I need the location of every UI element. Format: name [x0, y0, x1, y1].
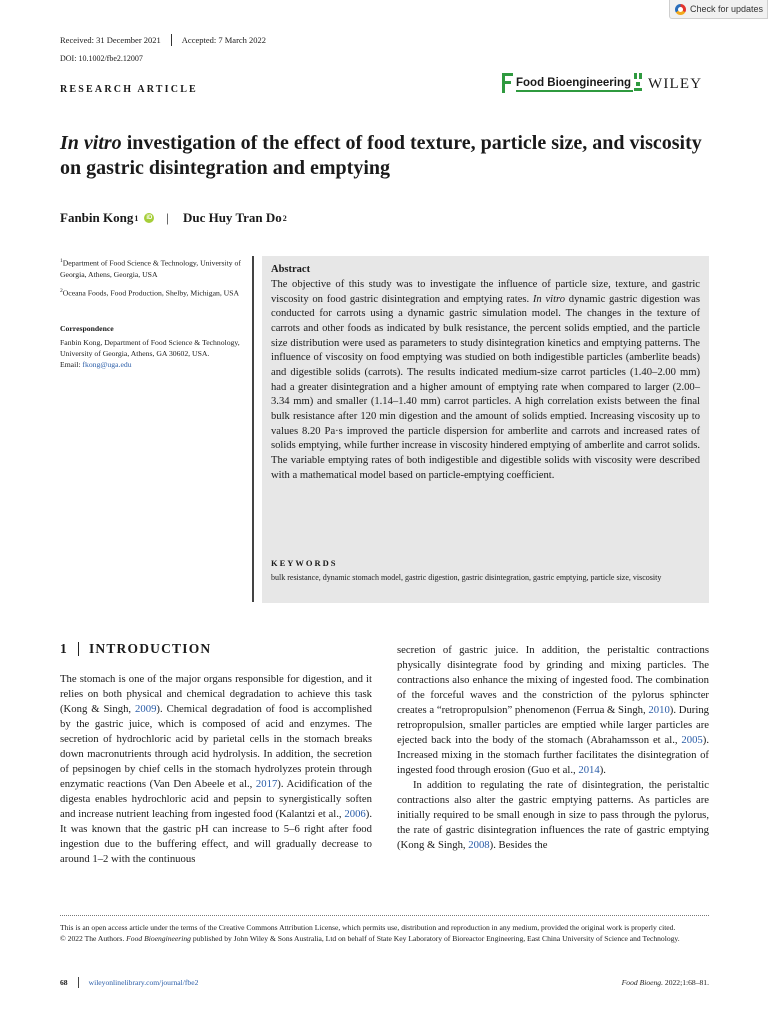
keywords-heading: KEYWORDS: [271, 558, 338, 568]
doi[interactable]: DOI: 10.1002/fbe2.12007: [60, 54, 143, 63]
author-name[interactable]: Fanbin Kong: [60, 210, 134, 225]
body-text: ). It was known that the gastric pH can increase to 5–6 right after food ingestion due to the buffering effect, and will gradually decrease to around 1–2 with the continuous: [60, 808, 372, 865]
citation-link[interactable]: 2008: [468, 839, 490, 851]
correspondence-body: [60, 337, 246, 370]
check-for-updates-label: Check for updates: [690, 4, 764, 14]
affiliation-text: Oceana Foods, Food Production, Shelby, Michigan, USA: [62, 288, 240, 298]
body-text: ). Acidification of the digesta enables hydrochloric acid and pepsin to synergistically soften and increase nutrient leaching from ingested food (Kalantzi et al.,: [60, 778, 372, 820]
license-notice: [60, 922, 709, 944]
body-text: ). Besides the: [489, 839, 548, 851]
citation-link[interactable]: 2009: [135, 703, 157, 715]
journal-url-link[interactable]: wileyonlinelibrary.com/journal/fbe2: [88, 978, 199, 987]
correspondence-heading: Correspondence: [60, 324, 114, 333]
accepted-date: Accepted: 7 March 2022: [181, 35, 267, 45]
body-column-left: [60, 672, 372, 867]
check-for-updates-badge[interactable]: [669, 0, 768, 19]
body-text: ). Chemical degradation of food is accomplished by the gastric juice, which is composed of acid and enzymes. The secretion of hydrochloric acid by parietal cells in the stomach breaks down macronutrients through acid hydrolysis. In addition, the secretion of pepsinogen by chief cells in the stomach hydrolyzes protein through enzymatic reactions (Van Den Abeele et al.,: [60, 703, 372, 790]
affiliation: [60, 256, 246, 280]
copyright-part: published by John Wiley & Sons Australia, Ltd on behalf of State Key Laboratory of Bioreactor Engineering, East China University of Science and Technology.: [190, 934, 680, 943]
journal-logo-text: Food Bioengineering: [516, 77, 631, 89]
body-text: In addition to regulating the rate of disintegration, the peristaltic contractions also alter the gastric emptying patterns. As particles are initially required to be small enough in size to pass through the pylorus, the rate of gastric disintegration influences the rate of gastric emptying (Kong & Singh,: [397, 779, 709, 851]
journal-citation: [622, 978, 709, 987]
title-rest: investigation of the effect of food texture, particle size, and viscosity on gastric disintegration and emptying: [60, 132, 702, 179]
page-number: 68: [60, 978, 68, 987]
copyright-part: © 2022 The Authors.: [60, 934, 127, 943]
section-number: 1: [60, 641, 68, 656]
author-affil-sup: 1: [134, 213, 139, 223]
author-list: [60, 210, 287, 226]
keywords-text: bulk resistance, dynamic stomach model, gastric digestion, gastric disintegration, gastric emptying, particle size, viscosity: [271, 573, 662, 582]
paragraph: [397, 778, 709, 853]
correspondence-text: Fanbin Kong, Department of Food Science & Technology, University of Georgia, Athens, GA 30602, USA.: [60, 338, 240, 358]
license-line: This is an open access article under the terms of the Creative Commons Attribution License, which permits use, distribution and reproduction in any medium, provided the original work is properly cited.: [60, 923, 676, 932]
citation-volume: 2022;1:68–81.: [663, 978, 709, 987]
abstract-text: [271, 278, 700, 483]
body-text: ).: [599, 764, 606, 776]
author-name[interactable]: Duc Huy Tran Do: [182, 210, 282, 225]
section-title: INTRODUCTION: [88, 641, 212, 656]
body-text: ). Increased mixing in the stomach further facilitates the disintegration of ingested food through erosion (Guo et al.,: [397, 734, 709, 776]
article-dates: [60, 34, 266, 46]
abstract-part: dynamic gastric digestion was conducted for carrots using a dynamic gastric simulation model. The changes in the texture of carrots and other foods as indicated by bulk resistance, the percent solids emptied, and the particle size distribution were used as parameters to study disintegration kinetics and emptying patterns. The influence of viscosity on food emptying was studied on both indigestible particles (amberlite beads) and digestible solids (carrots). The results indicated medium-size carrot particles (1.40–2.00 mm) had a greater disintegration and a higher amount of emptying rate when compared to larger (2.00–3.34 mm) and smaller (1.14–1.40 mm) carrot particles. A high correlation exists between the final bulk resistance after 120 min digestion and the amount of solids emptied. Increasing viscosity up to values 8.20 Pa·s improved the particle dispersion for amberlite and carrots and increased rates of solids emptying, while further increase in viscosity hindered emptying of amberlite and carrot solids. The variable emptying rates of both indigestible and digestible solids with viscosity were described with a mathematical model based on particle-emptying coefficient.: [271, 293, 700, 481]
citation-link[interactable]: 2005: [681, 734, 703, 746]
article-type: RESEARCH ARTICLE: [60, 84, 198, 95]
paragraph: [60, 672, 372, 867]
footer-separator: [78, 977, 79, 988]
journal-logo-end-icon: [634, 73, 644, 93]
journal-logo-mark-icon: [502, 73, 514, 93]
email-link[interactable]: fkong@uga.edu: [82, 360, 132, 369]
abstract-italic: In vitro: [532, 293, 566, 305]
author-separator: |: [166, 210, 169, 225]
abstract-divider: [252, 256, 254, 602]
section-heading: [60, 641, 211, 657]
citation-link[interactable]: 2010: [648, 704, 670, 716]
body-text: ). During retropropulsion, smaller particles are emptied while larger particles are ejected back into the body of the stomach (Abrahamsson et al.,: [397, 704, 710, 746]
affiliation-sup: 2: [60, 288, 63, 294]
article-title: [60, 131, 710, 181]
body-column-right: [397, 643, 709, 853]
citation-link[interactable]: 2017: [255, 778, 278, 790]
page-footer: [60, 977, 709, 988]
license-divider: [60, 915, 709, 916]
email-label: Email:: [60, 360, 83, 369]
copyright-journal: Food Bioengineering: [126, 934, 191, 943]
copyright-line: [60, 933, 709, 944]
publisher-logo: WILEY: [648, 76, 703, 92]
abstract-part: The objective of this study was to investigate the influence of particle size, texture, and gastric viscosity on food gastric disintegration and emptying rates.: [271, 279, 700, 305]
section-separator: [78, 642, 79, 656]
citation-link[interactable]: 2014: [578, 764, 600, 776]
received-date: Received: 31 December 2021: [60, 35, 161, 45]
affiliation: [60, 286, 246, 299]
body-text: The stomach is one of the major organs responsible for digestion, and it relies on both physical and chemical degradation to achieve this task (Kong & Singh,: [60, 673, 372, 715]
citation-link[interactable]: 2006: [344, 808, 366, 820]
author-affil-sup: 2: [282, 213, 287, 223]
date-separator: [171, 34, 172, 46]
journal-logo: [502, 73, 644, 93]
crossmark-icon: [675, 4, 686, 15]
citation-journal: Food Bioeng.: [621, 978, 663, 987]
affiliation-text: Department of Food Science & Technology, University of Georgia, Athens, Georgia, USA: [60, 258, 241, 279]
paragraph: [397, 643, 709, 778]
affiliation-sup: 1: [60, 258, 63, 264]
orcid-icon[interactable]: iD: [146, 215, 153, 221]
body-text: secretion of gastric juice. In addition, the peristaltic contractions physically disintegrate food by grinding and mixing particles. The contractions also enhance the mixing of ingested food. The combination of the forceful waves and the constriction of the pylorus sphincter creates a “retropropulsion” phenomenon (Ferrua & Singh,: [397, 644, 709, 716]
title-italic: In vitro: [60, 132, 122, 154]
abstract-heading: Abstract: [271, 264, 311, 275]
